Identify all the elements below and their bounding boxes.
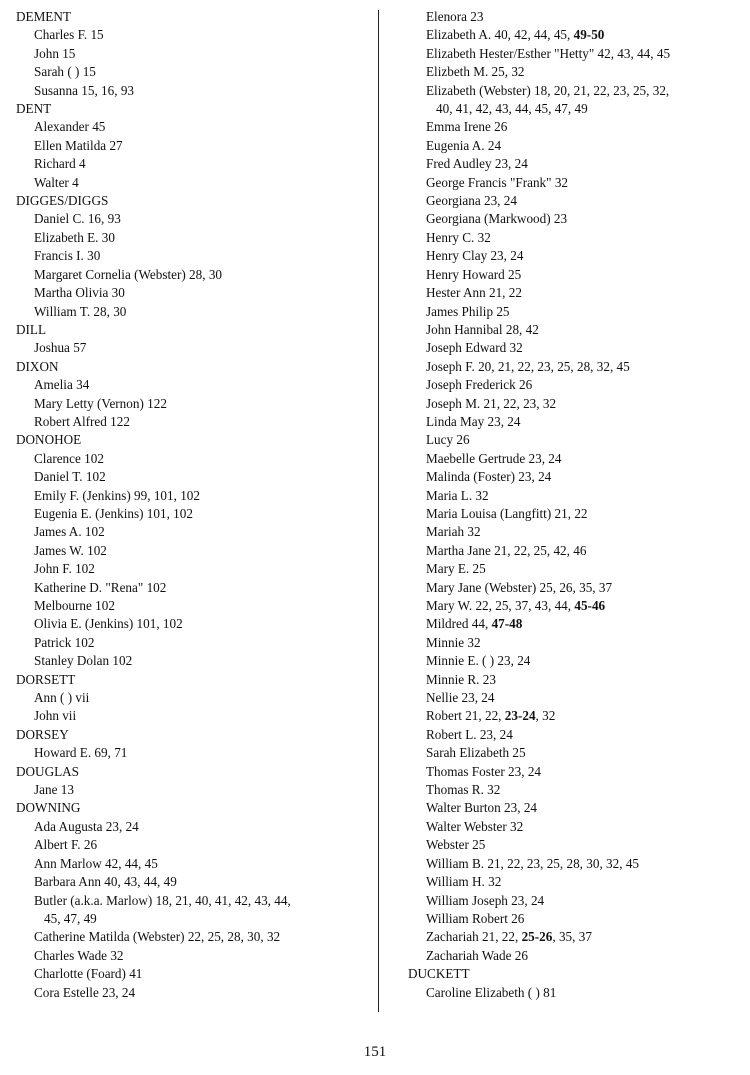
entry-text: Mary W. 22, 25, 37, 43, 44, xyxy=(426,598,575,613)
entry-text: Margaret Cornelia (Webster) 28, 30 xyxy=(34,266,223,282)
index-entry xyxy=(16,689,366,707)
entry-text: Mariah 32 xyxy=(426,524,481,540)
index-entry xyxy=(16,873,366,891)
index-surname-heading xyxy=(16,100,366,118)
entry-text: Daniel T. 102 xyxy=(34,469,106,485)
index-surname-heading xyxy=(16,358,366,376)
index-entry xyxy=(16,560,366,578)
index-entry xyxy=(408,707,748,725)
index-entry xyxy=(408,744,748,762)
entry-text: Martha Olivia 30 xyxy=(34,285,125,301)
index-entry xyxy=(408,8,748,26)
entry-text: Joseph Frederick 26 xyxy=(426,377,533,393)
index-entry xyxy=(408,523,748,541)
entry-text: James A. 102 xyxy=(34,524,105,540)
entry-text: William Joseph 23, 24 xyxy=(426,892,545,908)
index-entry xyxy=(408,799,748,817)
entry-text: Ellen Matilda 27 xyxy=(34,137,123,153)
entry-text: Charles F. 15 xyxy=(34,27,104,43)
entry-text: DORSETT xyxy=(16,671,76,687)
entry-text: DOUGLAS xyxy=(16,763,80,779)
index-entry xyxy=(408,781,748,799)
index-entry xyxy=(16,45,366,63)
index-entry xyxy=(16,744,366,762)
index-entry xyxy=(408,376,748,394)
index-entry xyxy=(408,26,748,44)
index-entry xyxy=(408,505,748,523)
index-entry xyxy=(16,155,366,173)
index-entry xyxy=(408,413,748,431)
entry-text: Minnie 32 xyxy=(426,634,481,650)
entry-text: Walter Webster 32 xyxy=(426,818,524,834)
index-entry xyxy=(408,229,748,247)
entry-text: DONOHOE xyxy=(16,432,82,448)
entry-text: Zachariah Wade 26 xyxy=(426,947,528,963)
entry-text: Joseph F. 20, 21, 22, 23, 25, 28, 32, 45 xyxy=(426,358,630,374)
entry-text: Malinda (Foster) 23, 24 xyxy=(426,469,552,485)
entry-text: Elizabeth A. 40, 42, 44, 45, xyxy=(426,27,574,43)
index-surname-heading xyxy=(16,671,366,689)
index-surname-heading xyxy=(16,431,366,449)
index-entry xyxy=(408,82,748,100)
index-entry xyxy=(408,431,748,449)
entry-text: John 15 xyxy=(34,45,76,61)
entry-text: Katherine D. "Rena" 102 xyxy=(34,579,167,595)
index-entry xyxy=(408,247,748,265)
entry-text: James W. 102 xyxy=(34,542,107,558)
entry-text: Elizabeth E. 30 xyxy=(34,229,115,245)
index-entry xyxy=(408,210,748,228)
index-entry xyxy=(408,284,748,302)
entry-text: Henry Clay 23, 24 xyxy=(426,248,524,264)
entry-text: DIGGES/DIGGS xyxy=(16,193,109,209)
index-entry xyxy=(16,395,366,413)
entry-text: Ada Augusta 23, 24 xyxy=(34,818,139,834)
index-surname-heading xyxy=(16,763,366,781)
entry-text: Emily F. (Jenkins) 99, 101, 102 xyxy=(34,487,200,503)
entry-text: Catherine Matilda (Webster) 22, 25, 28, 30, 32 xyxy=(34,929,281,945)
index-entry xyxy=(16,781,366,799)
entry-text: Linda May 23, 24 xyxy=(426,413,521,429)
index-entry xyxy=(16,652,366,670)
entry-text: Clarence 102 xyxy=(34,450,104,466)
page-number: 151 xyxy=(363,1044,387,1060)
entry-text: Mary Letty (Vernon) 122 xyxy=(34,395,167,411)
entry-text: Sarah Elizabeth 25 xyxy=(426,745,526,761)
entry-text: Francis I. 30 xyxy=(34,248,101,264)
index-entry xyxy=(16,615,366,633)
index-entry xyxy=(16,947,366,965)
entry-text: William B. 21, 22, 23, 25, 28, 30, 32, 45 xyxy=(426,855,640,871)
entry-text: Henry Howard 25 xyxy=(426,266,522,282)
entry-text: Charles Wade 32 xyxy=(34,947,124,963)
index-entry xyxy=(408,615,748,633)
index-entry xyxy=(408,892,748,910)
index-entry xyxy=(408,928,748,946)
bold-page-ref: 45-46 xyxy=(574,598,606,613)
index-entry-continuation xyxy=(408,100,748,118)
entry-text: William Robert 26 xyxy=(426,910,525,926)
index-entry xyxy=(408,303,748,321)
index-entry xyxy=(16,303,366,321)
index-surname-heading xyxy=(16,799,366,817)
index-entry xyxy=(16,174,366,192)
entry-text: DILL xyxy=(16,321,47,337)
index-entry xyxy=(16,855,366,873)
index-entry xyxy=(408,266,748,284)
entry-text: Patrick 102 xyxy=(34,634,95,650)
index-entry xyxy=(408,542,748,560)
index-entry xyxy=(16,82,366,100)
entry-text: Ann ( ) vii xyxy=(34,690,90,706)
index-entry xyxy=(408,984,748,1002)
index-entry xyxy=(16,284,366,302)
entry-text: Georgiana (Markwood) 23 xyxy=(426,211,568,227)
index-entry xyxy=(408,155,748,173)
index-entry xyxy=(408,118,748,136)
entry-text: William T. 28, 30 xyxy=(34,303,127,319)
entry-text: Howard E. 69, 71 xyxy=(34,745,128,761)
index-entry xyxy=(408,634,748,652)
entry-text: Cora Estelle 23, 24 xyxy=(34,984,136,1000)
entry-text: Walter 4 xyxy=(34,174,79,190)
entry-text: Butler (a.k.a. Marlow) 18, 21, 40, 41, 42, 43, 44, xyxy=(34,892,291,908)
entry-text: Lucy 26 xyxy=(426,432,470,448)
index-entry xyxy=(408,192,748,210)
index-entry xyxy=(16,542,366,560)
entry-text: DOWNING xyxy=(16,800,81,816)
entry-text: Albert F. 26 xyxy=(34,837,98,853)
index-entry xyxy=(408,468,748,486)
entry-text: Caroline Elizabeth ( ) 81 xyxy=(426,984,557,1000)
index-entry xyxy=(408,63,748,81)
entry-text: Amelia 34 xyxy=(34,377,90,393)
entry-text: Robert 21, 22, xyxy=(426,708,505,724)
entry-text: John Hannibal 28, 42 xyxy=(426,321,539,337)
entry-text: Maebelle Gertrude 23, 24 xyxy=(426,450,562,466)
entry-text: Fred Audley 23, 24 xyxy=(426,156,528,172)
entry-text: DEMENT xyxy=(16,9,71,24)
entry-text: John vii xyxy=(34,708,77,724)
index-entry xyxy=(408,726,748,744)
index-entry xyxy=(16,26,366,44)
index-entry xyxy=(408,689,748,707)
index-column-left xyxy=(16,8,366,1002)
index-surname-heading xyxy=(16,192,366,210)
index-column-right xyxy=(408,8,748,1002)
entry-text: Elizabeth (Webster) 18, 20, 21, 22, 23, 25, 32, xyxy=(426,82,670,98)
entry-text: 40, 41, 42, 43, 44, 45, 47, 49 xyxy=(436,101,588,117)
entry-text: Mary E. 25 xyxy=(426,561,486,577)
index-entry xyxy=(408,597,748,615)
entry-text: Minnie E. ( ) 23, 24 xyxy=(426,653,531,669)
entry-text: Joshua 57 xyxy=(34,340,87,356)
entry-text: DIXON xyxy=(16,358,59,374)
entry-text: Hester Ann 21, 22 xyxy=(426,285,522,301)
entry-text: Susanna 15, 16, 93 xyxy=(34,82,135,98)
entry-text: Maria Louisa (Langfitt) 21, 22 xyxy=(426,505,588,521)
index-entry xyxy=(408,652,748,670)
index-entry xyxy=(408,910,748,928)
entry-text: DENT xyxy=(16,101,52,117)
entry-text: Martha Jane 21, 22, 25, 42, 46 xyxy=(426,542,587,558)
index-entry xyxy=(408,487,748,505)
index-entry xyxy=(408,947,748,965)
index-surname-heading xyxy=(16,8,366,26)
entry-text: Elizabeth Hester/Esther "Hetty" 42, 43, 44, 45 xyxy=(426,45,671,61)
entry-text: Daniel C. 16, 93 xyxy=(34,211,121,227)
entry-text: Georgiana 23, 24 xyxy=(426,193,517,209)
index-entry xyxy=(408,137,748,155)
index-entry xyxy=(16,468,366,486)
index-entry xyxy=(16,118,366,136)
entry-text: Eugenia E. (Jenkins) 101, 102 xyxy=(34,505,193,521)
index-entry-continuation xyxy=(16,910,366,928)
entry-text: Walter Burton 23, 24 xyxy=(426,800,538,816)
entry-text: Charlotte (Foard) 41 xyxy=(34,966,143,982)
index-entry xyxy=(16,836,366,854)
index-entry xyxy=(408,339,748,357)
index-entry xyxy=(408,818,748,836)
index-entry xyxy=(408,174,748,192)
entry-text: George Francis "Frank" 32 xyxy=(426,174,569,190)
index-entry xyxy=(16,892,366,910)
entry-text: Richard 4 xyxy=(34,156,86,172)
entry-text: Mary Jane (Webster) 25, 26, 35, 37 xyxy=(426,579,613,595)
entry-text: William H. 32 xyxy=(426,874,502,890)
index-entry xyxy=(408,358,748,376)
entry-text: Alexander 45 xyxy=(34,119,106,135)
entry-text: DUCKETT xyxy=(408,966,470,982)
index-entry xyxy=(16,137,366,155)
entry-text: Melbourne 102 xyxy=(34,598,115,613)
entry-text: Minnie R. 23 xyxy=(426,671,496,687)
entry-text: Sarah ( ) 15 xyxy=(34,64,96,80)
entry-text: Henry C. 32 xyxy=(426,229,491,245)
index-entry xyxy=(16,450,366,468)
index-entry xyxy=(16,247,366,265)
index-entry xyxy=(16,339,366,357)
entry-text: Olivia E. (Jenkins) 101, 102 xyxy=(34,616,183,632)
index-entry xyxy=(16,505,366,523)
bold-page-ref: 23-24 xyxy=(504,708,536,724)
entry-text: Jane 13 xyxy=(34,782,74,798)
index-entry xyxy=(16,210,366,228)
index-entry xyxy=(16,376,366,394)
entry-text: Thomas Foster 23, 24 xyxy=(426,763,542,779)
bold-page-ref: 47-48 xyxy=(491,616,523,632)
entry-text: Zachariah 21, 22, xyxy=(426,929,522,945)
entry-text-after: , 32 xyxy=(535,708,556,724)
index-entry xyxy=(408,763,748,781)
entry-text: Maria L. 32 xyxy=(426,487,489,503)
index-entry xyxy=(16,266,366,284)
entry-text: Elizbeth M. 25, 32 xyxy=(426,64,525,80)
entry-text: Joseph M. 21, 22, 23, 32 xyxy=(426,395,557,411)
column-divider xyxy=(378,10,379,1012)
entry-text: DORSEY xyxy=(16,726,69,742)
entry-text: Stanley Dolan 102 xyxy=(34,653,133,669)
entry-text: Elenora 23 xyxy=(426,9,484,24)
index-entry xyxy=(408,855,748,873)
entry-text: Nellie 23, 24 xyxy=(426,690,495,706)
index-entry xyxy=(16,965,366,983)
index-entry xyxy=(408,836,748,854)
entry-text-after: , 35, 37 xyxy=(552,929,592,945)
index-entry xyxy=(408,321,748,339)
index-entry xyxy=(16,818,366,836)
index-entry xyxy=(408,671,748,689)
index-entry xyxy=(408,450,748,468)
bold-page-ref: 25-26 xyxy=(521,929,553,945)
entry-text: James Philip 25 xyxy=(426,303,510,319)
entry-text: Webster 25 xyxy=(426,837,486,853)
index-entry xyxy=(16,597,366,615)
index-surname-heading xyxy=(16,321,366,339)
index-surname-heading xyxy=(408,965,748,983)
index-entry xyxy=(16,707,366,725)
index-entry xyxy=(408,560,748,578)
index-entry xyxy=(16,487,366,505)
entry-text: Ann Marlow 42, 44, 45 xyxy=(34,855,158,871)
entry-text: Thomas R. 32 xyxy=(426,782,501,798)
bold-page-ref: 49-50 xyxy=(573,27,605,43)
index-entry xyxy=(16,523,366,541)
index-entry xyxy=(16,413,366,431)
index-entry xyxy=(16,634,366,652)
entry-text: 45, 47, 49 xyxy=(44,910,97,926)
entry-text: Robert Alfred 122 xyxy=(34,413,130,429)
index-entry xyxy=(408,873,748,891)
entry-text: Eugenia A. 24 xyxy=(426,137,502,153)
entry-text: Emma Irene 26 xyxy=(426,119,508,135)
index-entry xyxy=(16,984,366,1002)
entry-text: Robert L. 23, 24 xyxy=(426,726,513,742)
entry-text: Barbara Ann 40, 43, 44, 49 xyxy=(34,874,177,890)
entry-text: John F. 102 xyxy=(34,561,95,577)
index-entry xyxy=(16,928,366,946)
index-entry xyxy=(16,63,366,81)
index-entry xyxy=(16,229,366,247)
index-entry xyxy=(408,395,748,413)
index-entry xyxy=(16,579,366,597)
index-entry xyxy=(408,579,748,597)
entry-text: Mildred 44, xyxy=(426,616,492,632)
entry-text: Joseph Edward 32 xyxy=(426,340,523,356)
index-surname-heading xyxy=(16,726,366,744)
index-entry xyxy=(408,45,748,63)
